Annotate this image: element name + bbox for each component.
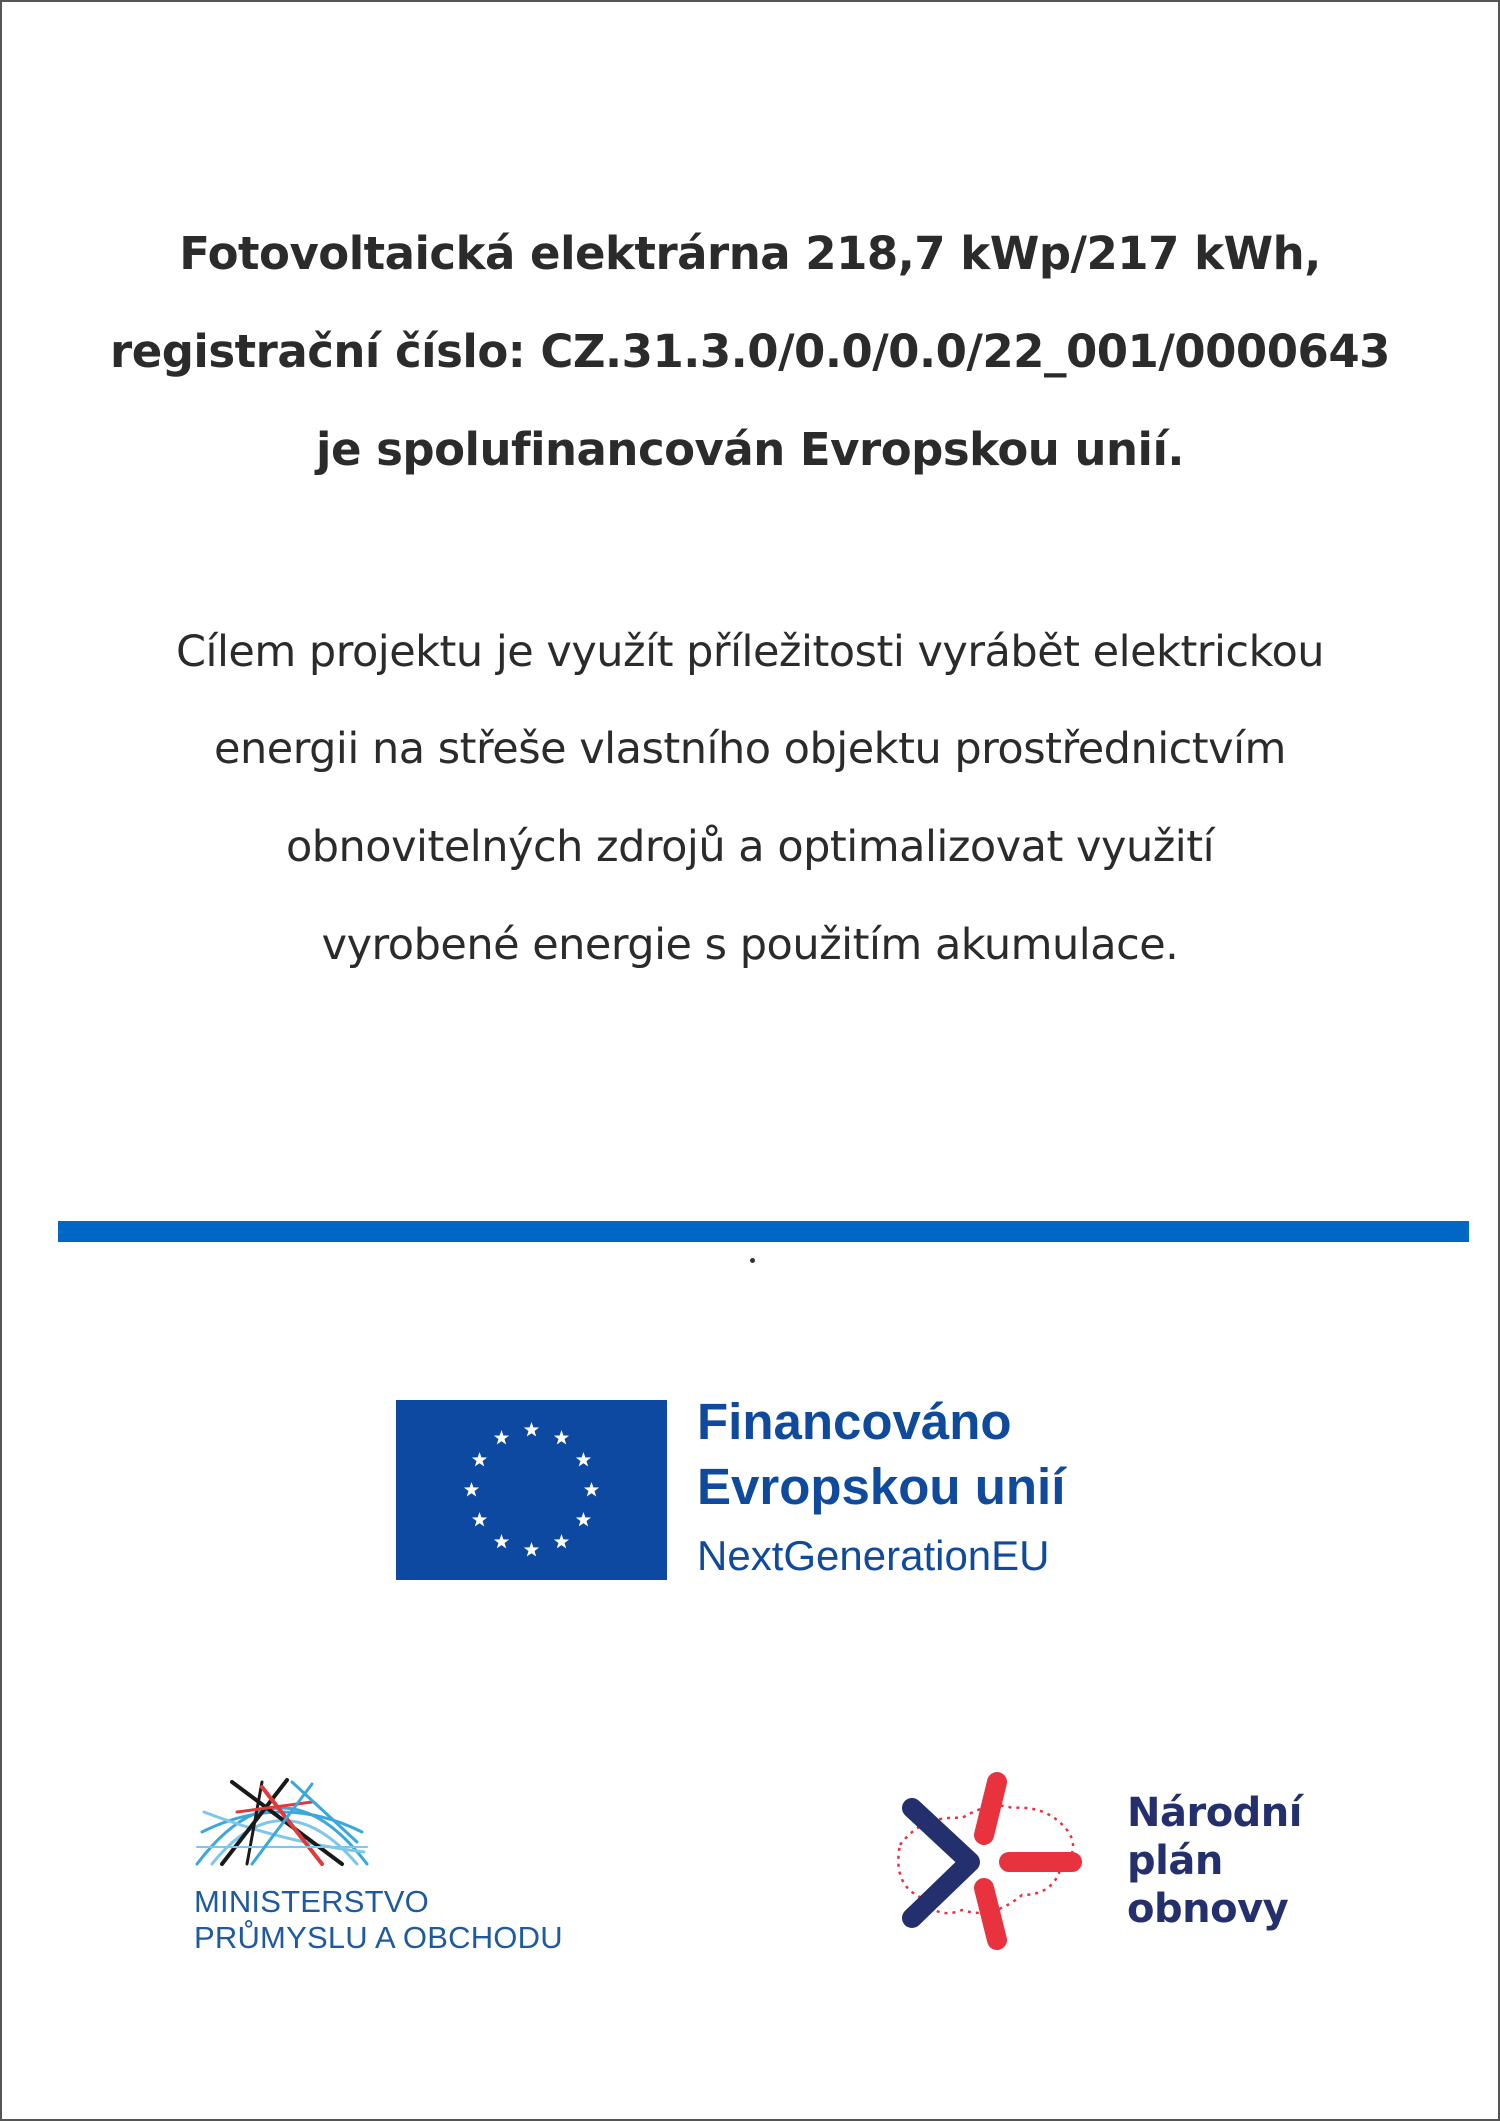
description-line-2: energii na střeše vlastního objektu prostřednictvím xyxy=(214,724,1286,774)
eu-star-icon xyxy=(524,1542,539,1556)
description-line-4: vyrobené energie s použitím akumulace. xyxy=(321,920,1179,970)
eu-star-icon xyxy=(494,1430,509,1444)
eu-star-icon xyxy=(584,1482,599,1496)
ministry-name-line-1: MINISTERSTVO xyxy=(194,1884,429,1919)
description-line-3: obnovitelných zdrojů a optimalizovat využití xyxy=(285,822,1215,872)
eu-star-icon xyxy=(554,1534,569,1548)
npo-line-3: obnovy xyxy=(1127,1886,1289,1932)
next-generation-eu-label: NextGenerationEU xyxy=(697,1532,1050,1579)
eu-star-icon xyxy=(472,1452,487,1466)
blue-divider xyxy=(58,1221,1469,1242)
eu-star-icon xyxy=(576,1512,591,1526)
eu-star-icon xyxy=(472,1512,487,1526)
small-dot xyxy=(750,1258,755,1263)
eu-star-icon xyxy=(464,1482,479,1496)
eu-star-icon xyxy=(494,1534,509,1548)
national-recovery-plan-logo xyxy=(882,1770,1087,1955)
eu-star-icon xyxy=(524,1422,539,1436)
eu-union-label: Evropskou unií xyxy=(697,1458,1066,1515)
eu-flag-icon xyxy=(396,1400,667,1580)
ministry-globe-logo xyxy=(192,1772,372,1872)
eu-star-icon xyxy=(576,1452,591,1466)
ministry-name-line-2: PRŮMYSLU A OBCHODU xyxy=(194,1920,563,1955)
eu-star-icon xyxy=(554,1430,569,1444)
heading-line-1: Fotovoltaická elektrárna 218,7 kWp/217 kWh, xyxy=(179,227,1321,280)
heading-line-2: registrační číslo: CZ.31.3.0/0.0/0.0/22_001/0000643 xyxy=(110,325,1390,378)
npo-line-2: plán xyxy=(1127,1838,1223,1884)
npo-line-1: Národní xyxy=(1127,1790,1302,1836)
eu-funded-label: Financováno xyxy=(697,1393,1012,1450)
heading-line-3: je spolufinancován Evropskou unií. xyxy=(316,423,1184,476)
description-line-1: Cílem projektu je využít příležitosti vyrábět elektrickou xyxy=(175,627,1325,677)
